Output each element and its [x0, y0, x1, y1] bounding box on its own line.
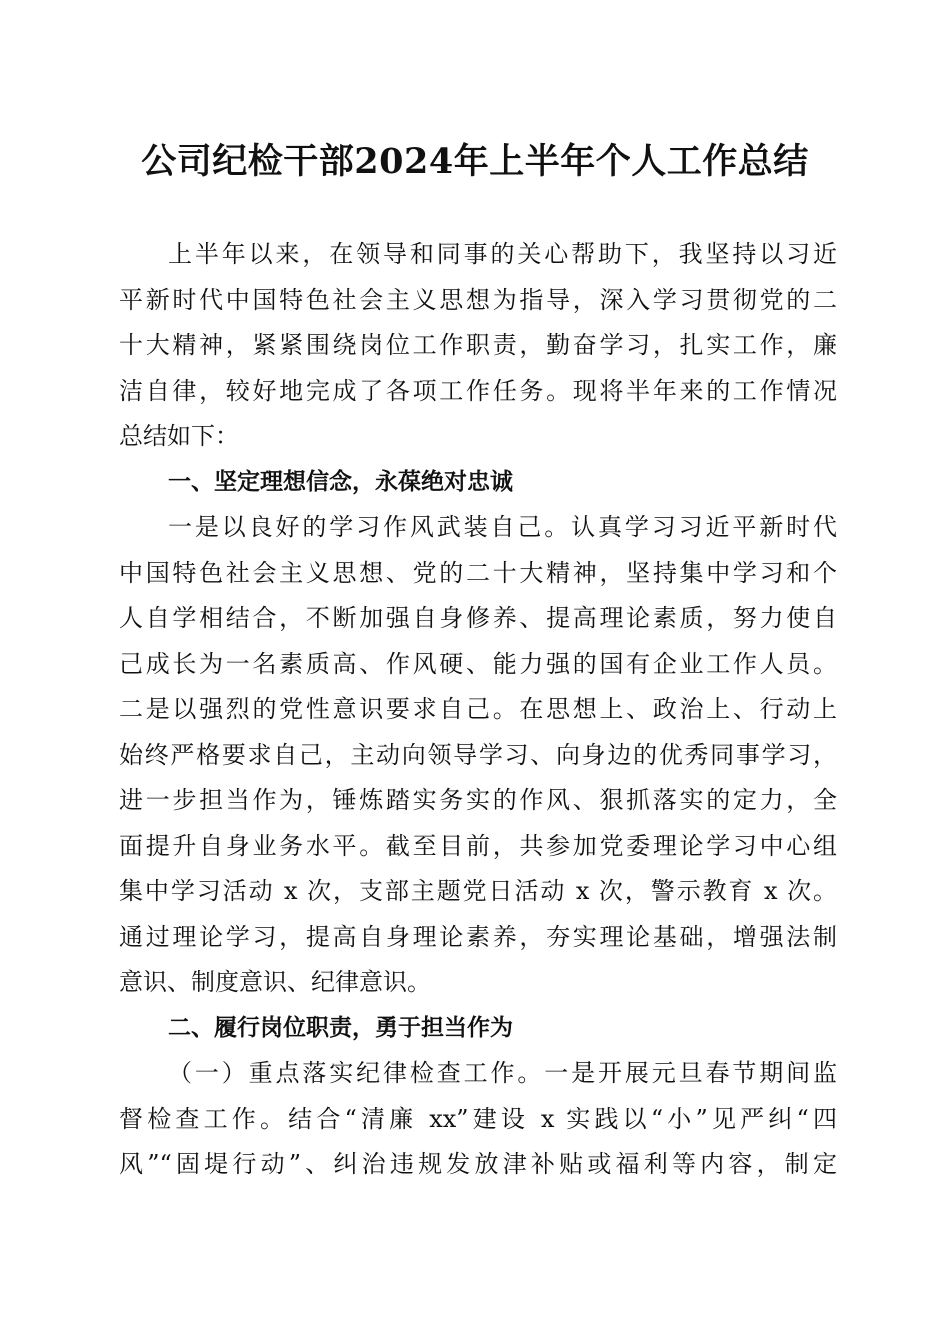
- section-heading: 一、坚定理想信念，永葆绝对忠诚: [168, 468, 513, 495]
- paragraph-last-line: 意识、制度意识、纪律意识。: [119, 968, 431, 996]
- paragraph-line: 洁自律，较好地完成了各项工作任务。现将半年来的工作情况: [119, 376, 837, 405]
- paragraph-line: 面提升自身业务水平。截至目前，共参加党委理论学习中心组: [119, 831, 837, 860]
- paragraph-line: 通过理论学习，提高自身理论素养，夯实理论基础，增强法制: [119, 922, 837, 951]
- paragraph-line: 督检查工作。结合“清廉 xx”建设 x 实践以“小”见严纠“四: [119, 1104, 837, 1133]
- paragraph-first-line: 上半年以来，在领导和同事的关心帮助下，我坚持以习近: [168, 240, 837, 268]
- paragraph-line: 人自学相结合，不断加强自身修养、提高理论素质，努力使自: [119, 604, 837, 632]
- paragraph-first-line: （一）重点落实纪律检查工作。一是开展元旦春节期间监: [168, 1059, 837, 1087]
- paragraph-last-line: 总结如下：: [119, 422, 239, 450]
- document-title: 公司纪检干部2024年上半年个人工作总结: [141, 141, 809, 182]
- paragraph-line: 己成长为一名素质高、作风硬、能力强的国有企业工作人员。: [119, 649, 837, 678]
- paragraph-line: 平新时代中国特色社会主义思想为指导，深入学习贯彻党的二: [119, 285, 837, 314]
- section-heading: 二、履行岗位职责，勇于担当作为: [168, 1014, 513, 1041]
- paragraph-line: 二是以强烈的党性意识要求自己。在思想上、政治上、行动上: [119, 695, 837, 723]
- document-body: [119, 232, 837, 1188]
- paragraph-line: 进一步担当作为，锤炼踏实务实的作风、狠抓落实的定力，全: [119, 786, 837, 814]
- paragraph-first-line: 一是以良好的学习作风武装自己。认真学习习近平新时代: [168, 513, 837, 541]
- paragraph-line: 中国特色社会主义思想、党的二十大精神，坚持集中学习和个: [119, 558, 837, 587]
- paragraph-line: 十大精神，紧紧围绕岗位工作职责，勤奋学习，扎实工作，廉: [119, 331, 837, 359]
- paragraph-line: 集中学习活动 x 次，支部主题党日活动 x 次，警示教育 x 次。: [119, 877, 837, 905]
- paragraph-line: 风”“固堤行动”、纠治违规发放津补贴或福利等内容，制定: [119, 1150, 837, 1178]
- paragraph-line: 始终严格要求自己，主动向领导学习、向身边的优秀同事学习，: [119, 740, 837, 769]
